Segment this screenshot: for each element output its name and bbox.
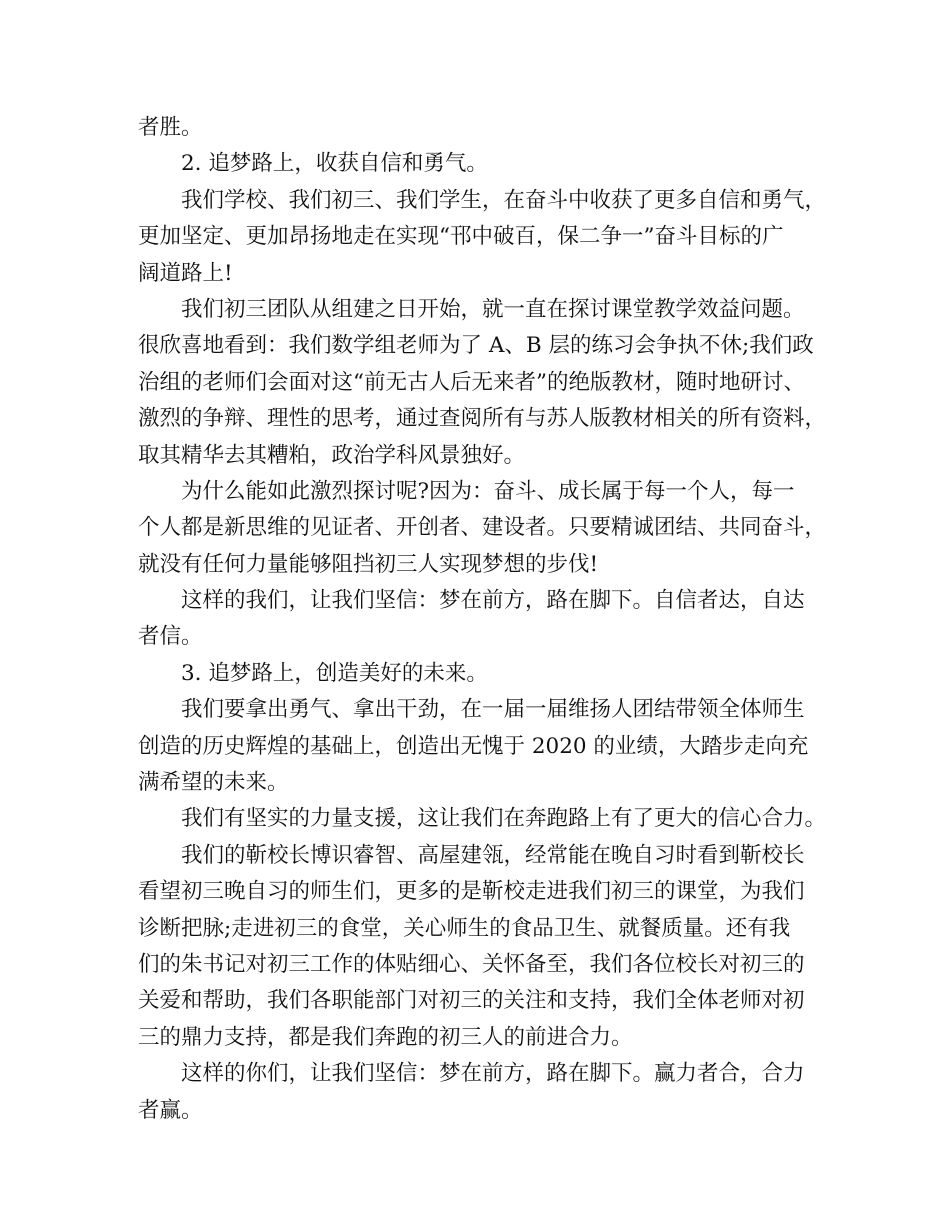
text-line: 个人都是新思维的见证者、开创者、建设者。只要精诚团结、共同奋斗， [138, 515, 827, 541]
paragraph [138, 292, 827, 474]
text-line: 很欣喜地看到：我们数学组老师为了 A、B 层的练习会争执不休;我们政 [138, 333, 814, 359]
paragraph [138, 838, 820, 1056]
text-line: 激烈的争辩、理性的思考，通过查阅所有与苏人版教材相关的所有资料， [138, 406, 827, 432]
text-line: 诊断把脉;走进初三的食堂，关心师生的食品卫生、就餐质量。还有我 [138, 915, 791, 941]
text-line: 关爱和帮助，我们各职能部门对初三的关注和支持，我们全体老师对初 [138, 988, 805, 1014]
text-line: 满希望的未来。 [138, 770, 289, 796]
text-line: 取其精华去其糟粕，政治学科风景独好。 [138, 442, 526, 468]
text-line: 这样的我们，让我们坚信：梦在前方，路在脚下。自信者达，自达 [181, 588, 805, 614]
paragraph [138, 146, 820, 182]
paragraph [138, 1056, 820, 1129]
text-line: 2. 追梦路上，收获自信和勇气。 [181, 151, 488, 177]
paragraph [138, 583, 820, 656]
paragraph [138, 183, 827, 292]
text-line: 阔道路上! [138, 260, 233, 286]
text-line: 为什么能如此激烈探讨呢?因为：奋斗、成长属于每一个人，每一 [181, 478, 795, 504]
text-line: 我们初三团队从组建之日开始，就一直在探讨课堂教学效益问题。 [181, 296, 805, 322]
text-line: 我们要拿出勇气、拿出干劲，在一届一届维扬人团结带领全体师生 [181, 697, 805, 723]
text-line: 这样的你们，让我们坚信：梦在前方，路在脚下。赢力者合，合力 [181, 1061, 805, 1087]
text-line: 就没有任何力量能够阻挡初三人实现梦想的步伐! [138, 551, 599, 577]
text-line: 我们有坚实的力量支援，这让我们在奔跑路上有了更大的信心合力。 [181, 806, 827, 832]
text-line: 看望初三晚自习的师生们，更多的是靳校走进我们初三的课堂，为我们 [138, 879, 805, 905]
text-line: 者赢。 [138, 1097, 203, 1123]
text-line: 治组的老师们会面对这“前无古人后无来者”的绝版教材，随时地研讨、 [138, 369, 805, 395]
paragraph [138, 474, 827, 583]
text-line: 创造的历史辉煌的基础上，创造出无愧于 2020 的业绩，大踏步走向充 [138, 733, 809, 759]
text-line: 者信。 [138, 624, 203, 650]
text-line: 更加坚定、更加昂扬地走在实现“邗中破百，保二争一”奋斗目标的广 [138, 224, 784, 250]
paragraph [138, 110, 820, 146]
paragraph [138, 656, 820, 692]
text-line: 我们的靳校长博识睿智、高屋建瓴，经常能在晚自习时看到靳校长 [181, 842, 805, 868]
text-line: 们的朱书记对初三工作的体贴细心、关怀备至，我们各位校长对初三的 [138, 951, 805, 977]
text-line: 者胜。 [138, 115, 203, 140]
paragraph [138, 801, 827, 837]
text-line: 我们学校、我们初三、我们学生，在奋斗中收获了更多自信和勇气， [181, 187, 827, 213]
text-line: 三的鼎力支持，都是我们奔跑的初三人的前进合力。 [138, 1024, 633, 1050]
paragraph [138, 692, 820, 801]
text-line: 3. 追梦路上，创造美好的未来。 [181, 660, 488, 686]
